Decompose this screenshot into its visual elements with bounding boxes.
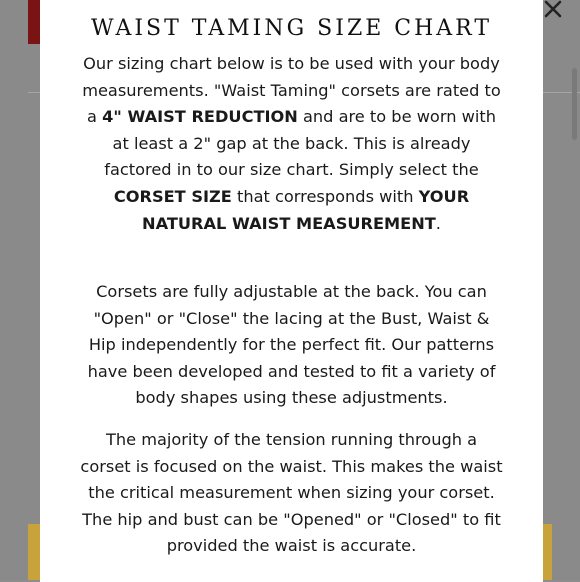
intro-text-2: and are to be worn with at least a 2" gap at the back. This is already factored in to our size chart. Simply select the — [104, 107, 496, 180]
natural-waist-emphasis: YOUR NATURAL WAIST MEASUREMENT — [142, 186, 470, 233]
intro-text-3: that corresponds with — [231, 186, 419, 206]
corset-size-emphasis: CORSET SIZE — [113, 186, 232, 206]
waist-reduction-emphasis: 4" WAIST REDUCTION — [102, 107, 298, 127]
background-gold-button-right — [543, 524, 552, 580]
background-divider-left — [28, 92, 40, 93]
tension-paragraph: The majority of the tension running through a corset is focused on the waist. This makes the waist the critical measurement when sizing your corset. The hip and bust can be "Opened" or "Closed" to fit provided the waist is accurate. — [80, 430, 503, 556]
intro-text-1: Our sizing chart below is to be used with your body measurements. "Waist Taming" corsets are rated to a — [82, 54, 501, 127]
intro-text-4: . — [435, 213, 441, 233]
background-red-banner — [28, 0, 40, 44]
modal-title: WAIST TAMING SIZE CHART — [90, 16, 493, 41]
background-gold-button-left — [28, 524, 40, 580]
close-button[interactable] — [539, 0, 567, 22]
close-icon — [543, 0, 563, 19]
page-scrollbar[interactable] — [572, 68, 577, 140]
intro-paragraph — [80, 51, 503, 237]
adjustability-paragraph: Corsets are fully adjustable at the back. You can "Open" or "Close" the lacing at the Bust, Waist & Hip independently for the perfect fit. Our patterns have been developed and tested to fit a variety of body shapes using these adjustments. — [87, 282, 496, 408]
